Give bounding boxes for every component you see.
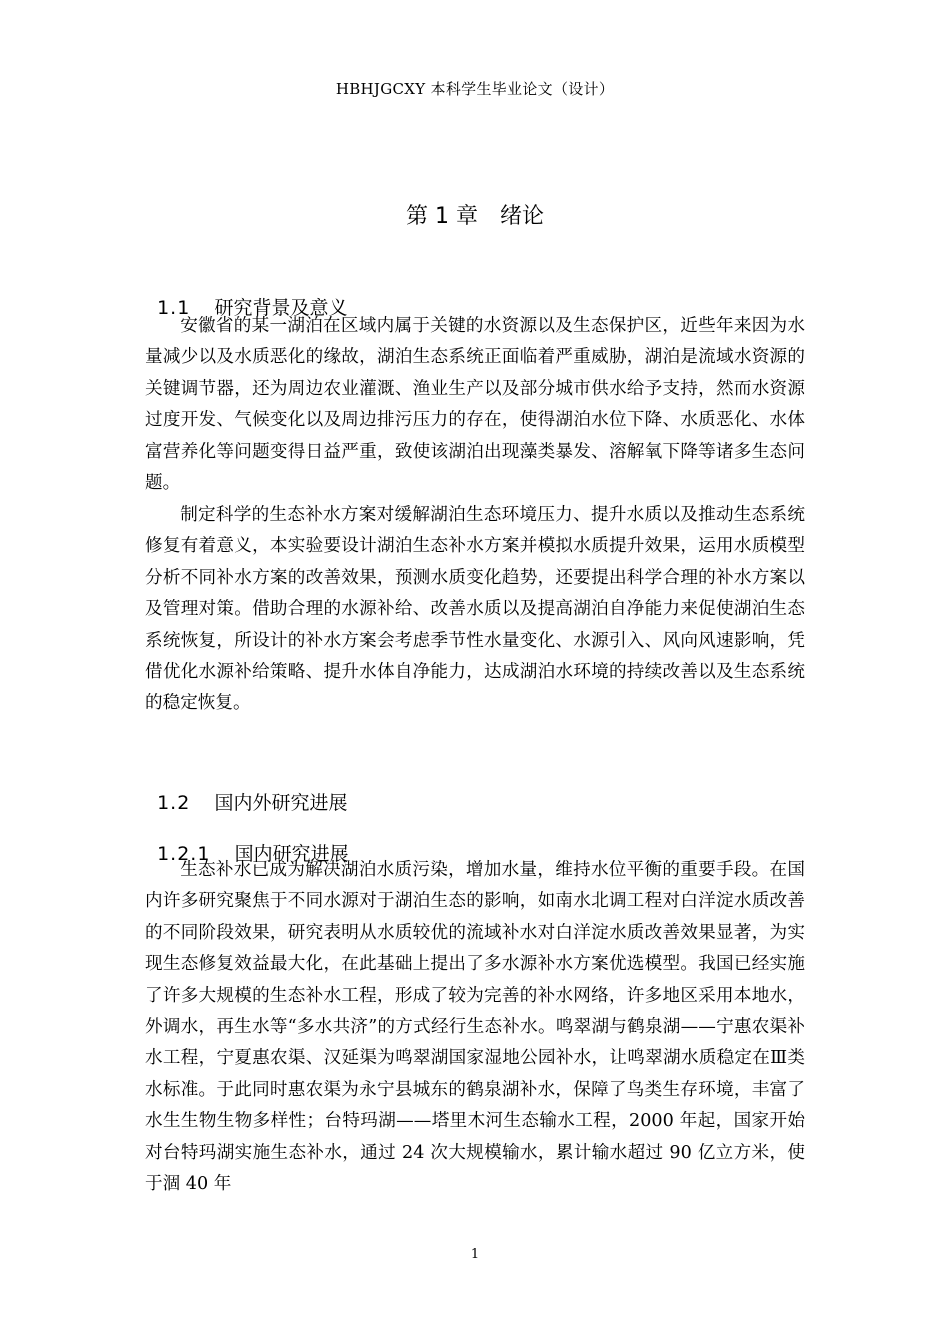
subsection-number: 1.2.1 xyxy=(157,843,211,865)
section-number: 1.2 xyxy=(157,792,191,814)
section-title: 国内外研究进展 xyxy=(214,792,348,814)
subsection-title: 国内研究进展 xyxy=(234,843,349,865)
section-number: 1.1 xyxy=(157,297,191,319)
paragraph: 生态补水已成为解决湖泊水质污染，增加水量，维持水位平衡的重要手段。在国内许多研究聚焦于不同水源对于湖泊生态的影响，如南水北调工程对白洋淀水质改善的不同阶段效果，研究表明从水质较优的流域补水对白洋淀水质改善效果显著，为实现生态修复效益最大化，在此基础上提出了多水源补水方案优选模型。我国已经实施了许多大规模的生态补水工程，形成了较为完善的补水网络，许多地区采用本地水，外调水，再生水等“多水共济”的方式经行生态补水。鸣翠湖与鹤泉湖——宁惠农渠补水工程，宁夏惠农渠、汉延渠为鸣翠湖国家湿地公园补水，让鸣翠湖水质稳定在Ⅲ类水标准。于此同时惠农渠为永宁县城东的鹤泉湖补水，保障了鸟类生存环境，丰富了水生生物生物多样性；台特玛湖——塔里木河生态输水工程，2000 年起，国家开始对台特玛湖实施生态补水，通过 24 次大规模输水，累计输水超过 90 亿立方米，使于涸 40 年 xyxy=(145,860,805,1195)
page-number: 1 xyxy=(470,1247,480,1262)
section-title: 研究背景及意义 xyxy=(214,297,348,319)
running-header: HBHJGCXY 本科学生毕业论文（设计） xyxy=(335,80,615,98)
paragraph: 安徽省的某一湖泊在区域内属于关键的水资源以及生态保护区，近些年来因为水量减少以及水质恶化的缘故，湖泊生态系统正面临着严重威胁，湖泊是流域水资源的关键调节器，还为周边农业灌溉、渔业生产以及部分城市供水给予支持，然而水资源过度开发、气候变化以及周边排污压力的存在，使得湖泊水位下降、水质恶化、水体富营养化等问题变得日益严重，致使该湖泊出现藻类暴发、溶解氧下降等诸多生态问题。 xyxy=(145,316,805,494)
paragraph: 制定科学的生态补水方案对缓解湖泊生态环境压力、提升水质以及推动生态系统修复有着意义，本实验要设计湖泊生态补水方案并模拟水质提升效果，运用水质模型分析不同补水方案的改善效果，预测水质变化趋势，还要提出科学合理的补水方案以及管理对策。借助合理的水源补给、改善水质以及提高湖泊自净能力来促使湖泊生态系统恢复，所设计的补水方案会考虑季节性水量变化、水源引入、风向风速影响，凭借优化水源补给策略、提升水体自净能力，达成湖泊水环境的持续改善以及生态系统的稳定恢复。 xyxy=(145,505,805,714)
header-divider xyxy=(145,102,805,103)
section-heading-1-2 xyxy=(145,766,348,815)
chapter-title: 第 1 章 绪论 xyxy=(406,204,544,229)
